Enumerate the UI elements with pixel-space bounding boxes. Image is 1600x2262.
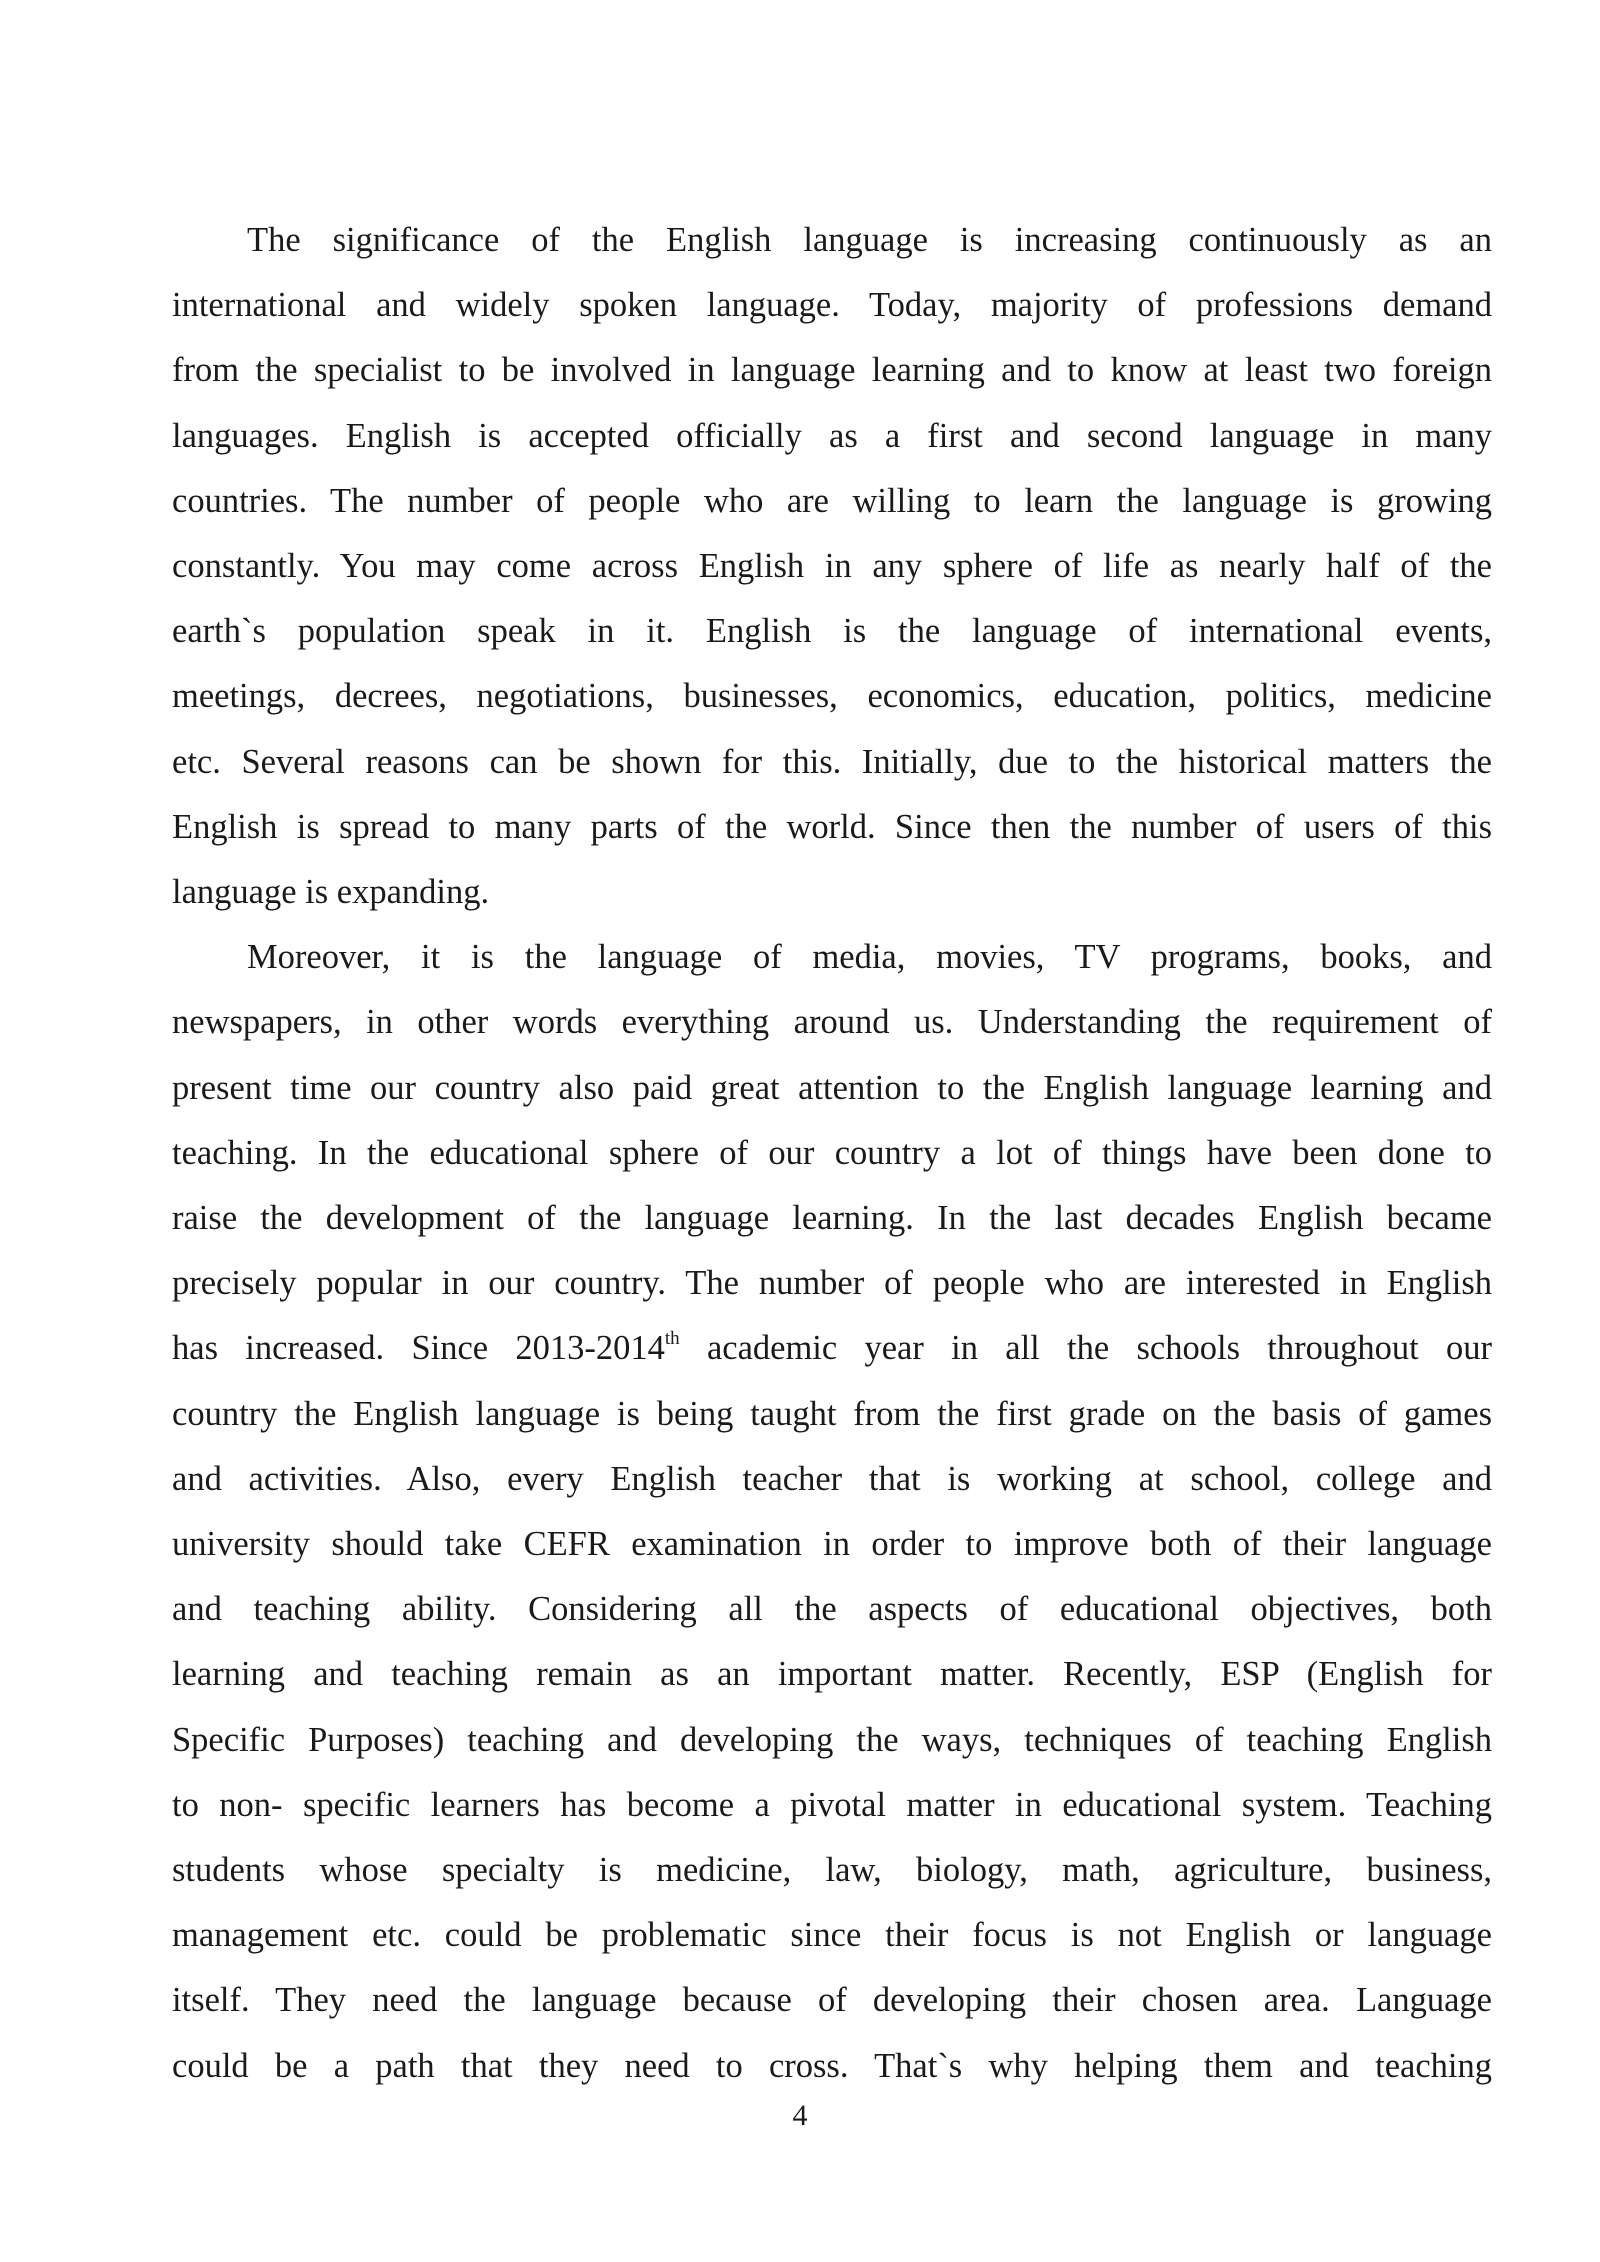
text-line: learning and teaching remain as an important matter. Recently, ESP (English for — [172, 1655, 1492, 1694]
text-line: precisely popular in our country. The number of people who are interested in English — [172, 1264, 1492, 1303]
paragraph-2 — [172, 925, 1492, 2099]
text-line: and teaching ability. Considering all the aspects of educational objectives, both — [172, 1590, 1492, 1629]
body-text — [172, 208, 1492, 2099]
text-line: university should take CEFR examination in order to improve both of their language — [172, 1525, 1492, 1564]
text-line: language is expanding. — [172, 873, 490, 912]
text-line: country the English language is being taught from the first grade on the basis of games — [172, 1394, 1492, 1433]
paragraph-1 — [172, 208, 1492, 925]
text-line: English is spread to many parts of the world. Since then the number of users of this — [172, 807, 1492, 846]
text-segment: has increased. Since 2013-2014 — [172, 1329, 665, 1368]
text-line: international and widely spoken language. Today, majority of professions demand — [172, 286, 1492, 325]
text-line: The significance of the English language is increasing continuously as an — [247, 221, 1492, 259]
page-number: 4 — [792, 2099, 808, 2132]
text-line: and activities. Also, every English teacher that is working at school, college and — [172, 1459, 1492, 1498]
text-line: meetings, decrees, negotiations, businesses, economics, education, politics, medicine — [172, 677, 1492, 716]
text-segment: academic year in all the schools throughout our — [679, 1329, 1492, 1368]
text-line: to non- specific learners has become a pivotal matter in educational system. Teaching — [172, 1785, 1492, 1824]
text-line: earth`s population speak in it. English is the language of international events, — [172, 612, 1492, 651]
text-line: present time our country also paid great attention to the English language learning and — [172, 1068, 1492, 1107]
text-line: etc. Several reasons can be shown for this. Initially, due to the historical matters the — [172, 742, 1492, 781]
text-line: from the specialist to be involved in language learning and to know at least two foreign — [172, 351, 1492, 390]
text-line: students whose specialty is medicine, law, biology, math, agriculture, business, — [172, 1851, 1492, 1890]
text-line: management etc. could be problematic since their focus is not English or language — [172, 1916, 1492, 1955]
superscript: th — [664, 1328, 680, 1350]
text-line — [172, 1316, 1492, 1381]
text-line: newspapers, in other words everything around us. Understanding the requirement of — [172, 1003, 1492, 1042]
text-line: countries. The number of people who are willing to learn the language is growing — [172, 481, 1492, 520]
text-line: could be a path that they need to cross. That`s why helping them and teaching — [172, 2046, 1492, 2085]
text-line: languages. English is accepted officially as a first and second language in many — [172, 416, 1492, 455]
text-line: Specific Purposes) teaching and developing the ways, techniques of teaching English — [172, 1720, 1492, 1759]
text-line: raise the development of the language learning. In the last decades English became — [172, 1199, 1492, 1238]
text-line: constantly. You may come across English in any sphere of life as nearly half of the — [172, 547, 1492, 586]
text-line: Moreover, it is the language of media, movies, TV programs, books, and — [247, 938, 1492, 977]
text-line: itself. They need the language because of developing their chosen area. Language — [172, 1981, 1492, 2020]
text-line: teaching. In the educational sphere of our country a lot of things have been done to — [172, 1133, 1492, 1172]
